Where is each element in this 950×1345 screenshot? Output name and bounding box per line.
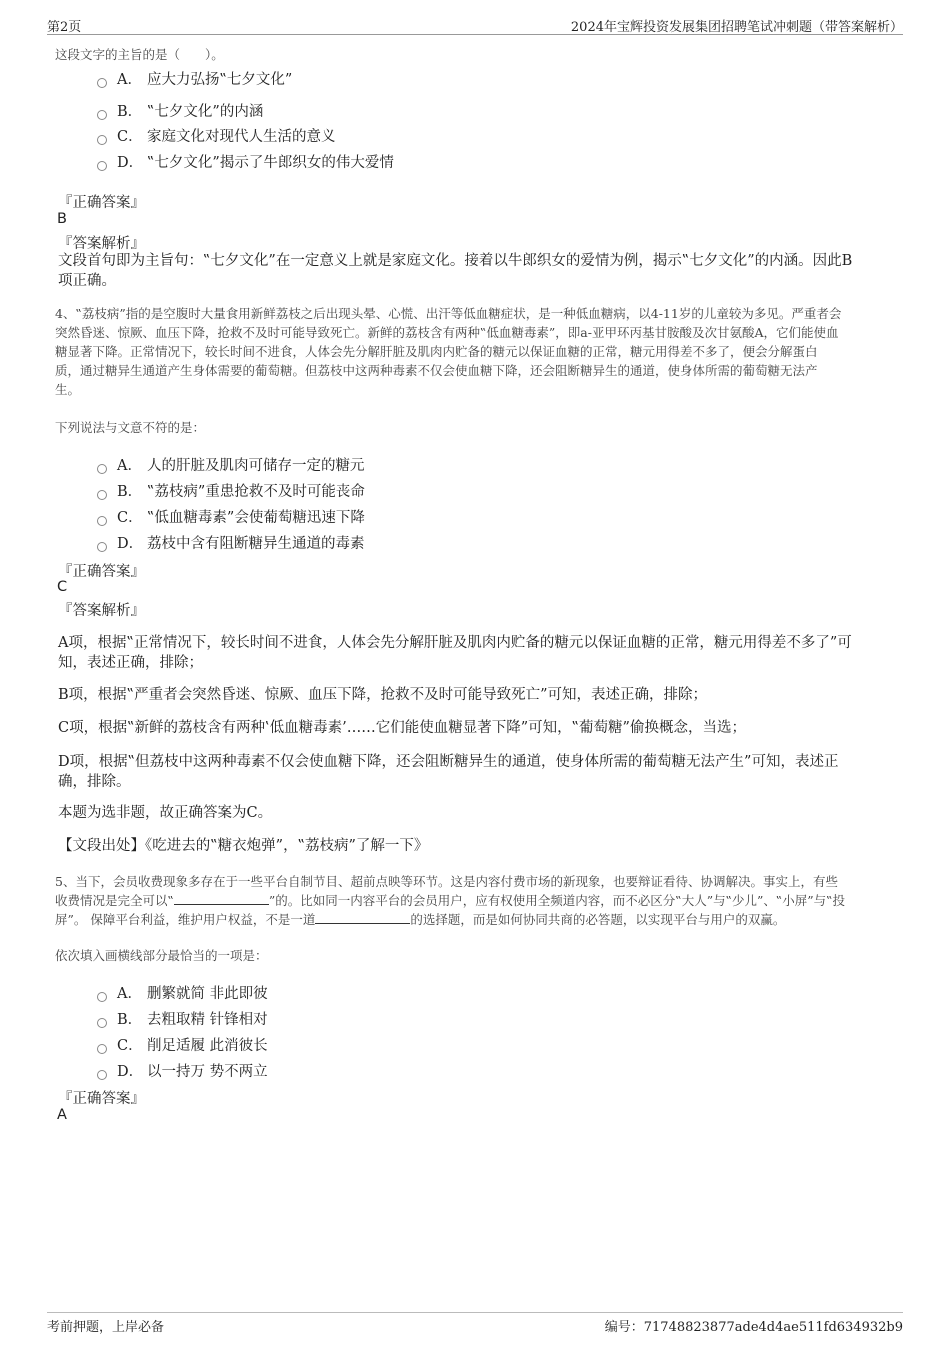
q3-answer-label: 『正确答案』 bbox=[58, 195, 145, 211]
q3-answer: B bbox=[57, 211, 67, 227]
q4-stem: 下列说法与文意不符的是： bbox=[55, 420, 206, 435]
q3-stem: 这段文字的主旨的是（ ）。 bbox=[55, 47, 224, 62]
q4-analysis-label: 『答案解析』 bbox=[58, 603, 145, 619]
q4-option-b[interactable]: B． ‟荔枝病”重患抢救不及时可能丧命 bbox=[97, 480, 365, 500]
q3-option-c[interactable]: C． 家庭文化对现代人生活的意义 bbox=[97, 125, 336, 145]
q5-option-a[interactable]: A． 删繁就简 非此即彼 bbox=[97, 982, 268, 1002]
q4-analysis-d: D项，根据‟但荔枝中这两种毒素不仅会使血糖下降，还会阻断糖异生的通道，使身体所需的葡萄糖无法产生”可知，表述正 确，排除。 bbox=[58, 754, 839, 790]
fill-blank-1[interactable] bbox=[174, 892, 269, 905]
q4-option-d[interactable]: D． 荔枝中含有阻断糖异生通道的毒素 bbox=[97, 532, 365, 552]
q4-source: 【文段出处】《吃进去的‟糖衣炮弹”，‟荔枝病”了解一下》 bbox=[58, 838, 429, 854]
q5-option-b[interactable]: B． 去粗取精 针锋相对 bbox=[97, 1008, 268, 1028]
q4-answer-label: 『正确答案』 bbox=[58, 564, 145, 580]
radio-icon[interactable] bbox=[97, 1018, 107, 1028]
q3-option-a[interactable]: A． 应大力弘扬‟七夕文化” bbox=[97, 68, 292, 88]
page-footer bbox=[47, 1312, 903, 1335]
q4-analysis-b: B项，根据‟严重者会突然昏迷、惊厥、血压下降，抢救不及时可能导致死亡”可知，表述正确，排除； bbox=[58, 687, 707, 703]
radio-icon[interactable] bbox=[97, 490, 107, 500]
footer-slogan: 考前押题，上岸必备 bbox=[47, 1320, 165, 1335]
radio-icon[interactable] bbox=[97, 992, 107, 1002]
q5-option-d[interactable]: D． 以一持万 势不两立 bbox=[97, 1060, 268, 1080]
q3-analysis: 文段首句即为主旨句：‟七夕文化”在一定意义上就是家庭文化。接着以牛郎织女的爱情为例，揭示‟七夕文化”的内涵。因此B 项正确。 bbox=[58, 253, 853, 289]
radio-icon[interactable] bbox=[97, 78, 107, 88]
q3-analysis-label: 『答案解析』 bbox=[58, 236, 145, 252]
q4-option-c[interactable]: C． ‟低血糖毒素”会使葡萄糖迅速下降 bbox=[97, 506, 365, 526]
q4-conclusion: 本题为选非题，故正确答案为C。 bbox=[58, 805, 273, 821]
q5-answer: A bbox=[57, 1107, 67, 1123]
q3-option-d[interactable]: D． ‟七夕文化”揭示了牛郎织女的伟大爱情 bbox=[97, 151, 394, 171]
fill-blank-2[interactable] bbox=[315, 911, 410, 924]
q4-analysis-c: C项，根据‟新鲜的荔枝含有两种‛低血糖毒素’……它们能使血糖显著下降”可知，‟葡萄糖”偷换概念，当选； bbox=[58, 720, 746, 736]
q4-option-a[interactable]: A． 人的肝脏及肌肉可储存一定的糖元 bbox=[97, 454, 365, 474]
page-number: 第2页 bbox=[47, 20, 82, 35]
q5-passage: 5、当下，会员收费现象多存在于一些平台自制节目、超前点映等环节。这是内容付费市场的新现象，也要辩证看待、协调解决。事实上，有些 收费情况是完全可以‟ ”的。比如同一内容平台的会员用户，应有权使用全频道内容，而不必区分‟大人”与‟少儿”、‟小屏”与‟投 屏”。 保障平台利益，维护用户权益，不是一道 的选择题，而是如何协同共商的必答题，以实现平台与用户的双赢。 bbox=[55, 874, 846, 927]
radio-icon[interactable] bbox=[97, 1044, 107, 1054]
q4-analysis-a: A项，根据‟正常情况下，较长时间不进食，人体会先分解肝脏及肌肉内贮备的糖元以保证血糖的正常，糖元用得差不多了”可 知，表述正确，排除； bbox=[58, 635, 852, 671]
radio-icon[interactable] bbox=[97, 161, 107, 171]
radio-icon[interactable] bbox=[97, 464, 107, 474]
q4-passage: 4、‟荔枝病”指的是空腹时大量食用新鲜荔枝之后出现头晕、心慌、出汗等低血糖症状，是一种低血糖病，以4-11岁的儿童较为多见。严重者会 突然昏迷、惊厥、血压下降，抢救不及时可能导致死亡。新鲜的荔枝含有两种‟低血糖毒素”，即a-亚甲环丙基甘胺酸及次甘氨酸A，它们能使血 糖显著下降。正常情况下，较长时间不进食，人体会先分解肝脏及肌肉内贮备的糖元以保证血糖的正常，糖元用得差不多了，便会分解蛋白 质，通过糖异生通道产生身体需要的葡萄糖。但荔枝中这两种毒素不仅会使血糖下降，还会阻断糖异生的通道，使身体所需的葡萄糖无法产 生。 bbox=[55, 306, 842, 397]
radio-icon[interactable] bbox=[97, 516, 107, 526]
radio-icon[interactable] bbox=[97, 542, 107, 552]
radio-icon[interactable] bbox=[97, 110, 107, 120]
document-title: 2024年宝辉投资发展集团招聘笔试冲刺题（带答案解析） bbox=[570, 20, 903, 35]
radio-icon[interactable] bbox=[97, 135, 107, 145]
q4-answer: C bbox=[57, 579, 68, 595]
page-header bbox=[47, 14, 903, 35]
q5-option-c[interactable]: C． 削足适履 此消彼长 bbox=[97, 1034, 268, 1054]
radio-icon[interactable] bbox=[97, 1070, 107, 1080]
q3-option-b[interactable]: B． ‟七夕文化”的内涵 bbox=[97, 100, 263, 120]
q5-answer-label: 『正确答案』 bbox=[58, 1091, 145, 1107]
q5-stem: 依次填入画横线部分最恰当的一项是： bbox=[55, 948, 268, 963]
document-code: 编号：71748823877ade4d4ae511fd634932b9 bbox=[604, 1320, 903, 1335]
